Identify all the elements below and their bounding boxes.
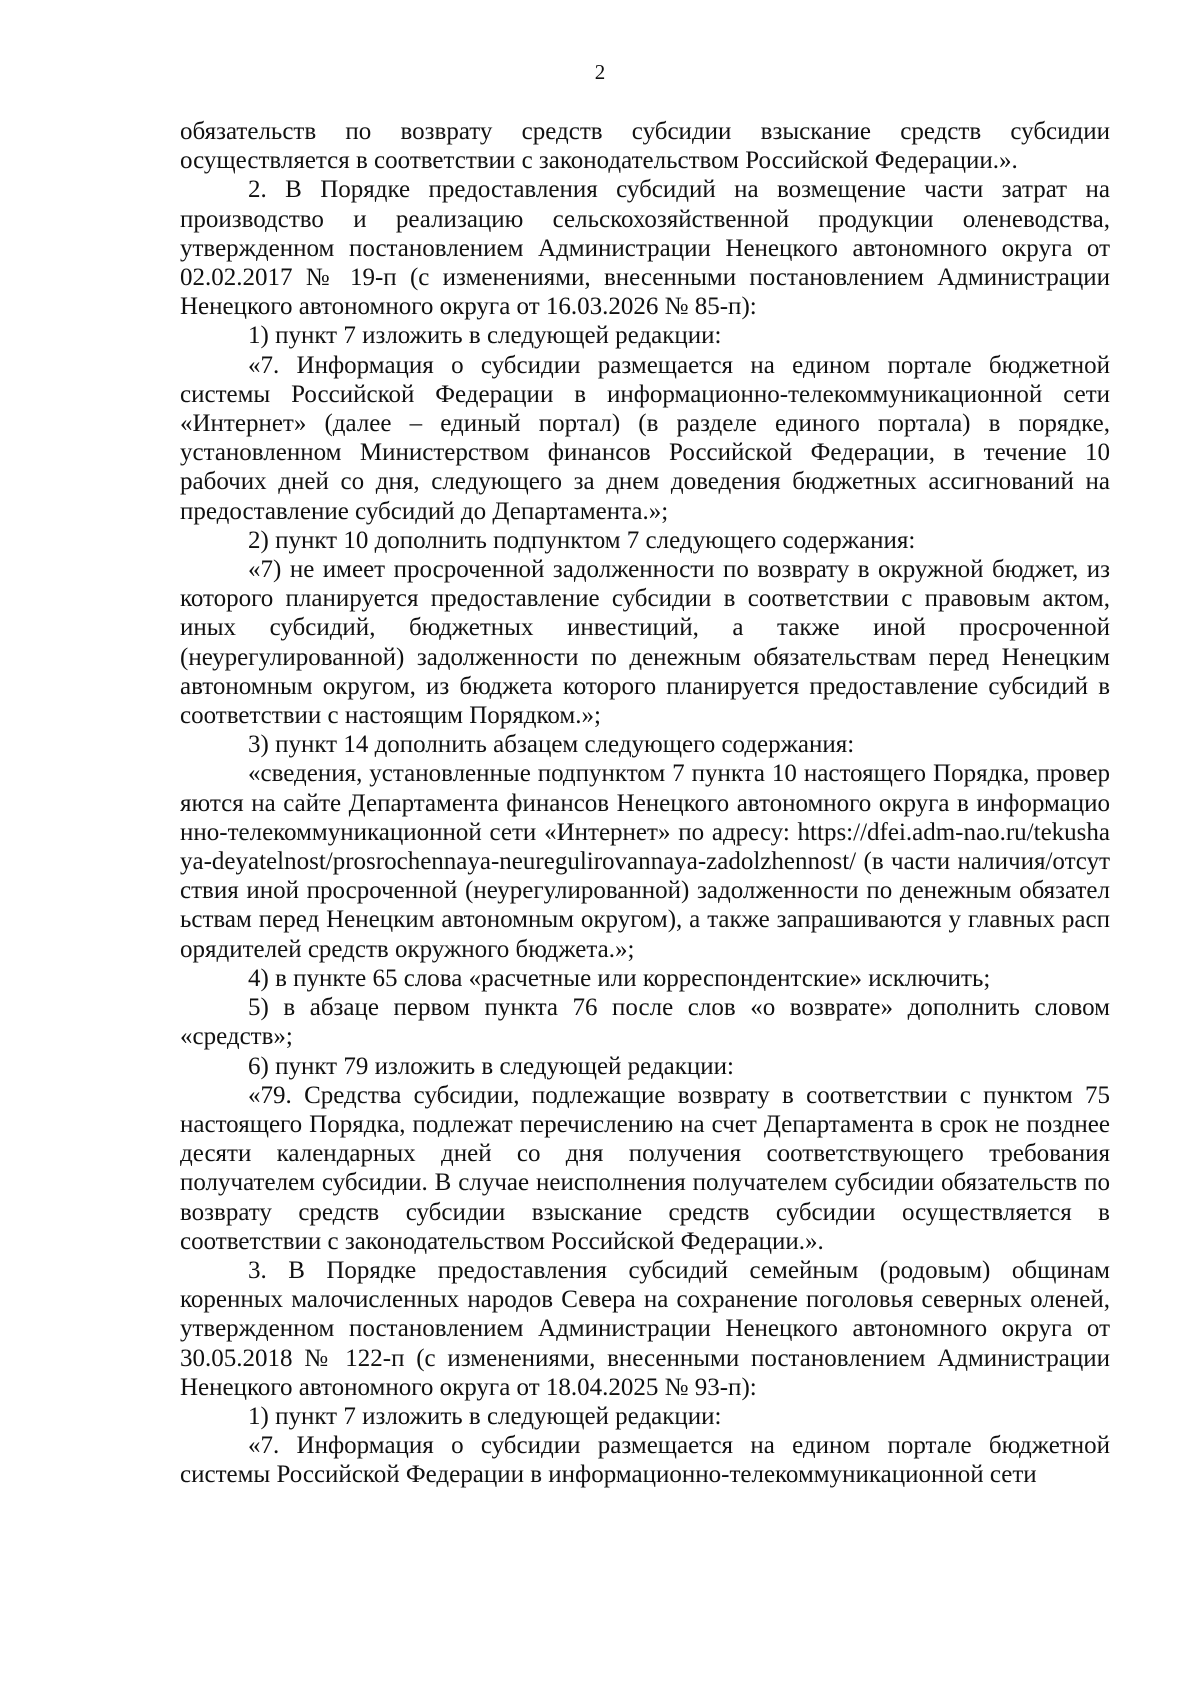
paragraph-subitem-4: 4) в пункте 65 слова «расчетные или корреспондентские» исключить; bbox=[248, 964, 991, 992]
paragraph-subitem-2: 2) пункт 10 дополнить подпунктом 7 следующего содержания: bbox=[248, 526, 916, 554]
paragraph-subitem-6: 6) пункт 79 изложить в следующей редакции: bbox=[248, 1052, 734, 1080]
document-body bbox=[180, 117, 1110, 1490]
paragraph-continuation: обязательств по возврату средств субсидии взыскание средств субсидии осуществляется в соответствии с законодательством Российской Федерации.». bbox=[180, 118, 1110, 175]
paragraph-quote-svedeniya: «сведения, установленные подпунктом 7 пункта 10 настоящего Порядка, проверяются на сайте Департамента финансов Ненецкого автономного округа в информационно-телекоммуникационной сети «Интернет» по адресу: https://dfei.adm-nao.ru/tekushaya-deyatelnost/prosrochennaya-neuregulirovannaya-zadolzhennost/ (в части наличия/отсутствия иной просроченной (неурегулированной) задолженности по денежным обязательствам перед Ненецким автономным округом), а также запрашиваются у главных распорядителей средств окружного бюджета.»; bbox=[180, 760, 1110, 963]
paragraph-quote-subpoint-7: «7) не имеет просроченной задолженности по возврату в окружной бюджет, из которого планируется предоставление субсидии в соответствии с правовым актом, иных субсидий, бюджетных инвестиций, а также иной просроченной (неурегулированной) задолженности по денежным обязательствам перед Ненецким автономным округом, из бюджета которого планируется предоставление субсидий в соответствии с настоящим Порядком.»; bbox=[180, 556, 1110, 730]
paragraph-quote-7: «7. Информация о субсидии размещается на едином портале бюджетной системы Российской Федерации в информационно-телекоммуникационной сети «Интернет» (далее – единый портал) (в разделе единого портала) в порядке, установленном Министерством финансов Российской Федерации, в течение 10 рабочих дней со дня, следующего за днем доведения бюджетных ассигнований на предоставление субсидий до Департамента.»; bbox=[180, 351, 1110, 525]
paragraph-item-3: 3. В Порядке предоставления субсидий семейным (родовым) общинам коренных малочисленных народов Севера на сохранение поголовья северных оленей, утвержденном постановлением Администрации Ненецкого автономного округа от 30.05.2018 № 122-п (с изменениями, внесенными постановлением Администрации Ненецкого автономного округа от 18.04.2025 № 93-п): bbox=[180, 1256, 1110, 1401]
paragraph-quote-7-second: «7. Информация о субсидии размещается на едином портале бюджетной системы Российской Федерации в информационно-телекоммуникационной сети bbox=[180, 1432, 1110, 1489]
page-number: 2 bbox=[594, 60, 606, 84]
paragraph-subitem-1: 1) пункт 7 изложить в следующей редакции: bbox=[248, 322, 722, 350]
paragraph-item-2: 2. В Порядке предоставления субсидий на возмещение части затрат на производство и реализацию сельскохозяйственной продукции оленеводства, утвержденном постановлением Администрации Ненецкого автономного округа от 02.02.2017 № 19-п (с изменениями, внесенными постановлением Администрации Ненецкого автономного округа от 16.03.2026 № 85-п): bbox=[180, 176, 1110, 321]
paragraph-quote-79: «79. Средства субсидии, подлежащие возврату в соответствии с пунктом 75 настоящего Порядка, подлежат перечислению на счет Департамента в срок не позднее десяти календарных дней со дня получения соответствующего требования получателем субсидии. В случае неисполнения получателем субсидии обязательств по возврату средств субсидии взыскание средств субсидии осуществляется в соответствии с законодательством Российской Федерации.». bbox=[180, 1081, 1110, 1255]
paragraph-subitem-3: 3) пункт 14 дополнить абзацем следующего содержания: bbox=[248, 731, 855, 759]
paragraph-subitem-5: 5) в абзаце первом пункта 76 после слов «о возврате» дополнить словом «средств»; bbox=[180, 994, 1110, 1051]
paragraph-subitem-1-second: 1) пункт 7 изложить в следующей редакции: bbox=[248, 1402, 722, 1430]
